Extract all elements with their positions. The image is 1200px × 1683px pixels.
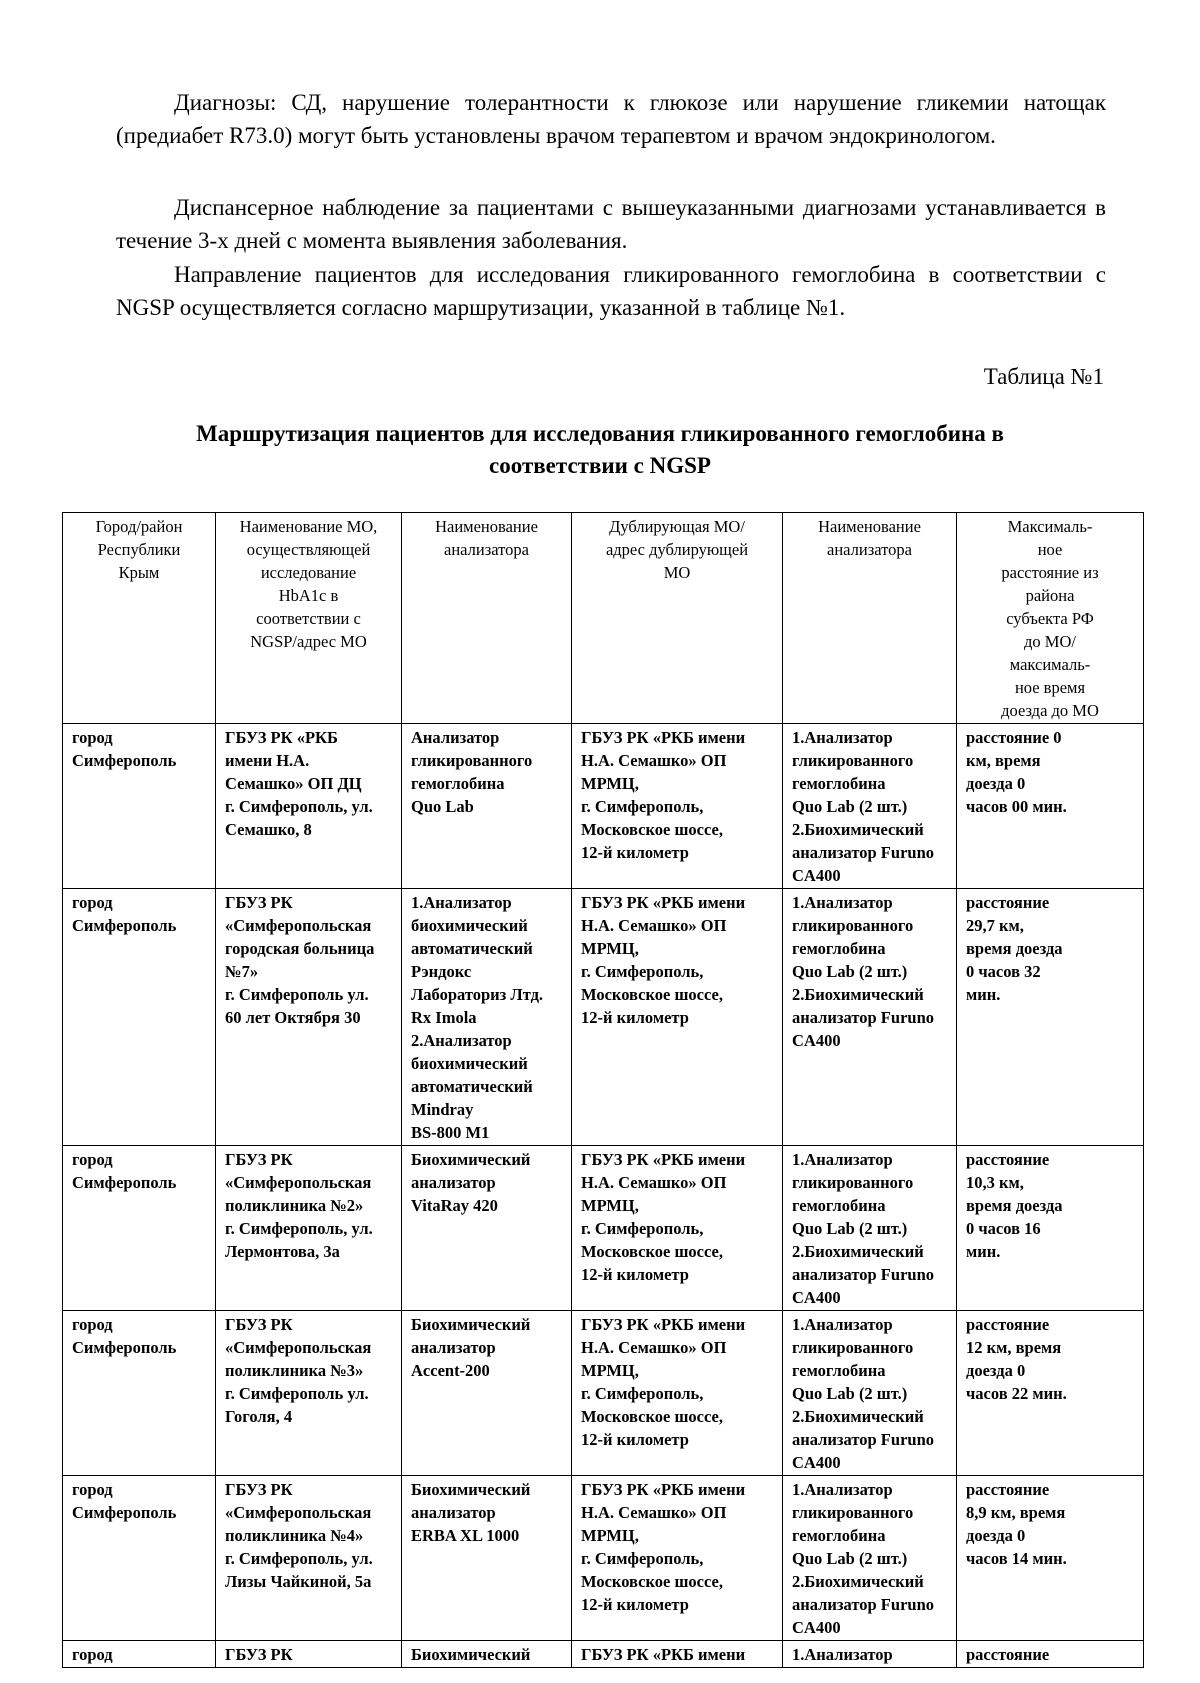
cell-distance: расстояние 10,3 км, время доезда 0 часов 16 мин.	[957, 1146, 1144, 1311]
cell-backup-analyzer: 1.Анализатор гликированного гемоглобина Quo Lab (2 шт.) 2.Биохимический анализатор Furuno CA400	[783, 1146, 957, 1311]
cell-backup-analyzer: 1.Анализатор гликированного гемоглобина Quo Lab (2 шт.) 2.Биохимический анализатор Furuno CA400	[783, 1476, 957, 1641]
cell-city: город Симферополь	[63, 1311, 216, 1476]
cell-backup-analyzer: 1.Анализатор гликированного гемоглобина Quo Lab (2 шт.) 2.Биохимический анализатор Furuno CA400	[783, 724, 957, 889]
cell-city: город Симферополь	[63, 724, 216, 889]
cell-backup-mo: ГБУЗ РК «РКБ имени Н.А. Семашко» ОП МРМЦ, г. Симферополь, Московское шоссе, 12-й километр	[572, 1146, 783, 1311]
table-row	[63, 1476, 1144, 1641]
table-number-label: Таблица №1	[983, 364, 1104, 389]
cell-backup-mo: ГБУЗ РК «РКБ имени Н.А. Семашко» ОП МРМЦ, г. Симферополь, Московское шоссе, 12-й километр	[572, 889, 783, 1146]
header-backup-mo: Дублирующая МО/ адрес дублирующей МО	[572, 513, 783, 724]
cell-analyzer: Биохимический анализатор Accent-200	[402, 1311, 572, 1476]
routing-table	[62, 512, 1144, 1668]
cell-mo: ГБУЗ РК «Симферопольская городская больница №7» г. Симферополь ул. 60 лет Октября 30	[216, 889, 402, 1146]
cell-backup-analyzer: 1.Анализатор гликированного гемоглобина Quo Lab (2 шт.) 2.Биохимический анализатор Furuno CA400	[783, 1311, 957, 1476]
table-row	[63, 1641, 1144, 1668]
paragraph-diagnoses: Диагнозы: СД, нарушение толерантности к глюкозе или нарушение гликемии натощак (предиабет R73.0) могут быть установлены врачом терапевтом и врачом эндокринологом.	[116, 90, 1106, 148]
table-row	[63, 724, 1144, 889]
cell-backup-analyzer: 1.Анализатор гликированного гемоглобина Quo Lab (2 шт.) 2.Биохимический анализатор Furuno CA400	[783, 889, 957, 1146]
cell-mo: ГБУЗ РК «РКБ имени Н.А. Семашко» ОП ДЦ г. Симферополь, ул. Семашко, 8	[216, 724, 402, 889]
cell-analyzer: Биохимический	[402, 1641, 572, 1668]
cell-backup-mo: ГБУЗ РК «РКБ имени Н.А. Семашко» ОП МРМЦ, г. Симферополь, Московское шоссе, 12-й километр	[572, 1476, 783, 1641]
cell-distance: расстояние 8,9 км, время доезда 0 часов 14 мин.	[957, 1476, 1144, 1641]
table-row	[63, 889, 1144, 1146]
cell-analyzer: Анализатор гликированного гемоглобина Quo Lab	[402, 724, 572, 889]
header-city-district: Город/район Республики Крым	[63, 513, 216, 724]
cell-distance: расстояние 12 км, время доезда 0 часов 22 мин.	[957, 1311, 1144, 1476]
table-row	[63, 1146, 1144, 1311]
cell-analyzer: Биохимический анализатор VitaRay 420	[402, 1146, 572, 1311]
cell-city: город	[63, 1641, 216, 1668]
cell-backup-analyzer: 1.Анализатор	[783, 1641, 957, 1668]
cell-distance: расстояние	[957, 1641, 1144, 1668]
table-row	[63, 1311, 1144, 1476]
cell-mo: ГБУЗ РК	[216, 1641, 402, 1668]
header-max-distance-time: Максималь- ное расстояние из района субъекта РФ до МО/ максималь- ное время доезда до МО	[957, 513, 1144, 724]
table-title: Маршрутизация пациентов для исследования гликированного гемоглобина в соответствии с NGSP	[196, 421, 1004, 478]
cell-distance: расстояние 0 км, время доезда 0 часов 00 мин.	[957, 724, 1144, 889]
paragraph-patient-referral: Направление пациентов для исследования гликированного гемоглобина в соответствии с NGSP осуществляется согласно маршрутизации, указанной в таблице №1.	[116, 262, 1106, 320]
cell-distance: расстояние 29,7 км, время доезда 0 часов 32 мин.	[957, 889, 1144, 1146]
cell-mo: ГБУЗ РК «Симферопольская поликлиника №4» г. Симферополь, ул. Лизы Чайкиной, 5а	[216, 1476, 402, 1641]
cell-city: город Симферополь	[63, 1476, 216, 1641]
cell-backup-mo: ГБУЗ РК «РКБ имени Н.А. Семашко» ОП МРМЦ, г. Симферополь, Московское шоссе, 12-й километр	[572, 724, 783, 889]
table-header-row	[63, 513, 1144, 724]
cell-mo: ГБУЗ РК «Симферопольская поликлиника №3» г. Симферополь ул. Гоголя, 4	[216, 1311, 402, 1476]
header-mo-name: Наименование МО, осуществляющей исследование HbA1c в соответствии с NGSP/адрес МО	[216, 513, 402, 724]
paragraph-dispensary-observation: Диспансерное наблюдение за пациентами с вышеуказанными диагнозами устанавливается в течение 3-х дней с момента выявления заболевания.	[116, 195, 1106, 253]
cell-backup-mo: ГБУЗ РК «РКБ имени Н.А. Семашко» ОП МРМЦ, г. Симферополь, Московское шоссе, 12-й километр	[572, 1311, 783, 1476]
cell-analyzer: 1.Анализатор биохимический автоматический Рэндокс Лабораториз Лтд. Rx Imola 2.Анализатор биохимический автоматический Mindray BS-800 M1	[402, 889, 572, 1146]
cell-city: город Симферополь	[63, 889, 216, 1146]
cell-backup-mo: ГБУЗ РК «РКБ имени	[572, 1641, 783, 1668]
cell-city: город Симферополь	[63, 1146, 216, 1311]
header-analyzer-name: Наименование анализатора	[402, 513, 572, 724]
header-backup-analyzer-name: Наименование анализатора	[783, 513, 957, 724]
cell-mo: ГБУЗ РК «Симферопольская поликлиника №2» г. Симферополь, ул. Лермонтова, 3а	[216, 1146, 402, 1311]
cell-analyzer: Биохимический анализатор ERBA XL 1000	[402, 1476, 572, 1641]
